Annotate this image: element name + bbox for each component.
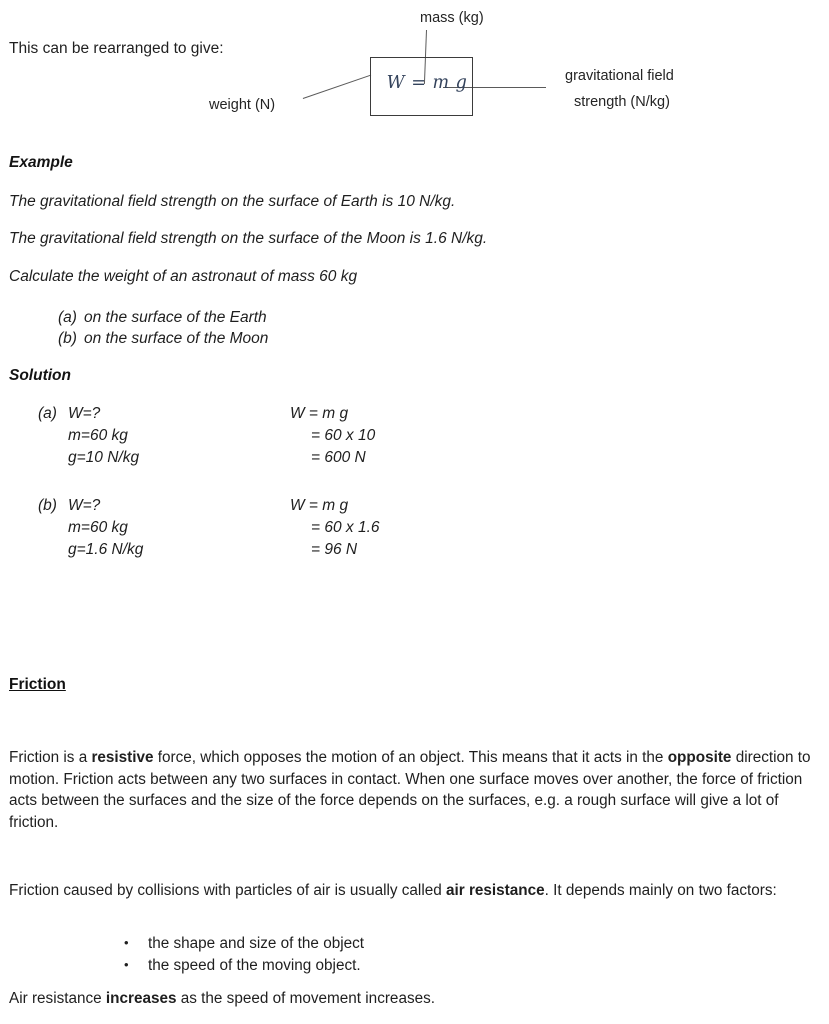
solution-given-a-1: m=60 kg (68, 427, 128, 444)
solution-row (0, 405, 829, 427)
equation-text: W = m g (386, 73, 468, 93)
example-sub-questions (58, 307, 268, 349)
friction-p3-seg1: Air resistance (9, 990, 106, 1007)
formula-diagram (0, 0, 829, 140)
friction-p3-bold-increases: increases (105, 990, 177, 1007)
friction-p1-seg2: force, which opposes the motion of an object. This means that it acts in the (153, 749, 668, 766)
intro-sentence: This can be rearranged to give: (9, 40, 224, 57)
example-sub-text-a: on the surface of the Earth (84, 309, 267, 326)
solution-part-a (0, 405, 829, 471)
friction-p1-bold-opposite: opposite (667, 749, 732, 766)
mass-label: mass (kg) (420, 10, 484, 26)
friction-paragraph-2 (9, 880, 827, 902)
solution-working-b-0: W = m g (290, 497, 349, 514)
solution-given-b-1: m=60 kg (68, 519, 128, 536)
friction-heading: Friction (9, 676, 66, 693)
example-sub-tag-b: (b) (58, 330, 77, 347)
solution-working-a-2: = 600 N (311, 449, 366, 466)
solution-part-b (0, 497, 829, 563)
solution-tag-a: (a) (38, 405, 57, 422)
solution-working-a-1: = 60 x 10 (311, 427, 376, 444)
example-sub-text-b: on the surface of the Moon (84, 330, 269, 347)
solution-row (0, 497, 829, 519)
gravitational-field-strength-label (565, 63, 674, 115)
solution-working-a-0: W = m g (290, 405, 349, 422)
solution-heading: Solution (9, 367, 71, 384)
example-statement-moon: The gravitational field strength on the surface of the Moon is 1.6 N/kg. (9, 230, 488, 247)
friction-p1-seg3: direction to motion. Friction acts between any two surfaces in contact. When one surface moves over another, the force of friction acts between the surfaces and the size of the force depends on the surfaces, e.g. a rough surface will give a lot of friction. (9, 749, 811, 831)
example-sub-question-a (58, 307, 268, 328)
friction-p2-seg2: . It depends mainly on two factors: (544, 882, 777, 899)
solution-working-b-2: = 96 N (311, 541, 358, 558)
solution-given-a-0: W=? (68, 405, 101, 422)
weight-leader-line (303, 75, 372, 100)
friction-paragraph-3 (9, 988, 827, 1010)
weight-label: weight (N) (209, 97, 276, 113)
example-statement-earth: The gravitational field strength on the surface of Earth is 10 N/kg. (9, 193, 456, 210)
gravity-label-line1: gravitational field (565, 68, 674, 84)
solution-row (0, 541, 829, 563)
list-item: • the speed of the moving object. (120, 955, 720, 977)
solution-tag-b: (b) (38, 497, 57, 514)
example-heading: Example (9, 154, 73, 171)
friction-factor-list (120, 933, 720, 977)
friction-p1-seg1: Friction is a (9, 749, 92, 766)
friction-p1-bold-resistive: resistive (91, 749, 154, 766)
friction-paragraph-1 (9, 747, 827, 833)
example-sub-tag-a: (a) (58, 309, 77, 326)
solution-row (0, 449, 829, 471)
friction-p2-seg1: Friction caused by collisions with particles of air is usually called (9, 882, 446, 899)
solution-given-b-0: W=? (68, 497, 101, 514)
example-sub-question-b (58, 328, 268, 349)
solution-row (0, 519, 829, 541)
gravity-label-line2: strength (N/kg) (574, 94, 670, 110)
example-question: Calculate the weight of an astronaut of mass 60 kg (9, 268, 358, 285)
solution-row (0, 427, 829, 449)
solution-working-b-1: = 60 x 1.6 (311, 519, 380, 536)
friction-p2-bold-air-resistance: air resistance (446, 882, 545, 899)
list-item: • the shape and size of the object (120, 933, 720, 955)
friction-p3-seg2: as the speed of movement increases. (176, 990, 436, 1007)
solution-given-b-2: g=1.6 N/kg (68, 541, 144, 558)
solution-given-a-2: g=10 N/kg (68, 449, 140, 466)
